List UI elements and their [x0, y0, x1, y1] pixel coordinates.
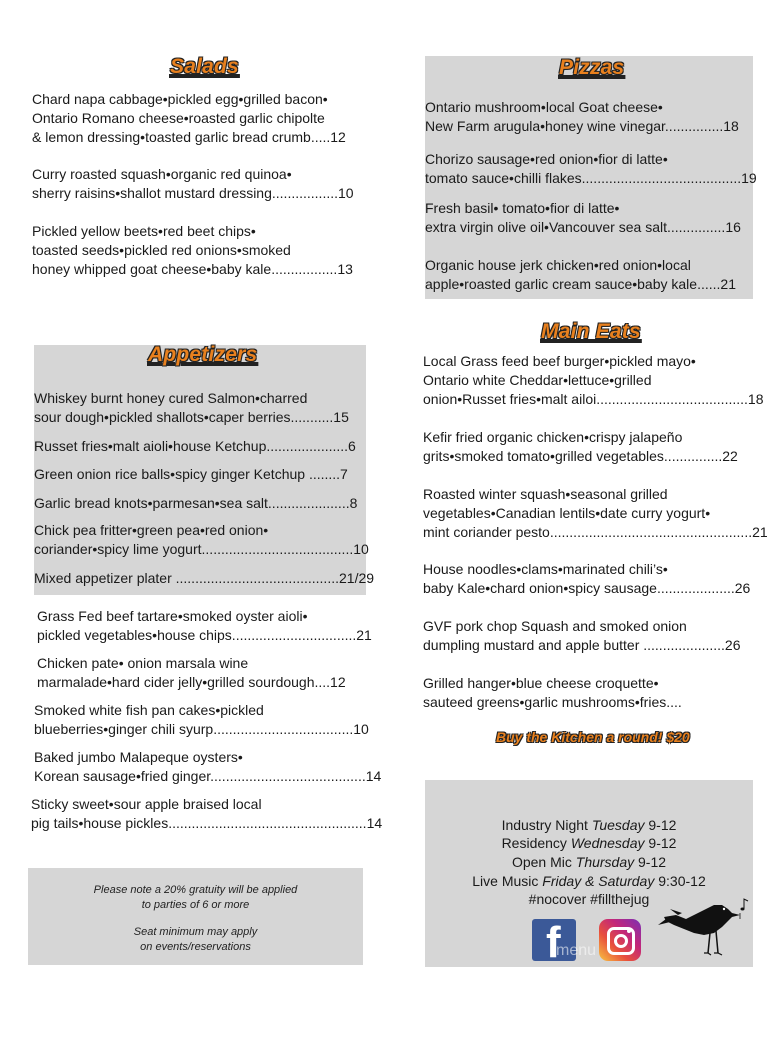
item-line: Local Grass feed beef burger•pickled mayo•	[423, 353, 696, 369]
instagram-dot	[627, 929, 631, 933]
item-line: tomato sauce•chilli flakes.........................................19	[425, 170, 757, 186]
appetizer-item	[34, 748, 381, 786]
item-line: & lemon dressing•toasted garlic bread crumb.....12	[32, 129, 346, 145]
item-line: mint coriander pesto....................................................21	[423, 524, 768, 540]
hashtags: #nocover #fillthejug	[528, 891, 650, 907]
buy-kitchen-round: Buy the Kitchen a round! $20	[496, 729, 690, 745]
event-day: Wednesday	[570, 835, 645, 851]
event-line	[425, 872, 753, 891]
item-line: coriander•spicy lime yogurt.......................................10	[34, 541, 369, 557]
item-line: Ontario mushroom•local Goat cheese•	[425, 99, 663, 115]
main-item	[423, 485, 768, 542]
event-time: 9-12	[638, 854, 667, 870]
note-line: Seat minimum may apply	[133, 926, 258, 938]
pizza-item	[425, 256, 736, 294]
item-line: onion•Russet fries•malt ailoi.......................................18	[423, 391, 764, 407]
appetizer-item	[31, 795, 382, 833]
item-line: honey whipped goat cheese•baby kale.................13	[32, 261, 353, 277]
item-line: Roasted winter squash•seasonal grilled	[423, 486, 668, 502]
item-line: Whiskey burnt honey cured Salmon•charred	[34, 390, 308, 406]
item-line: Ontario Romano cheese•roasted garlic chipolte	[32, 110, 325, 126]
item-line: sauteed greens•garlic mushrooms•fries....	[423, 694, 682, 710]
item-line: blueberries•ginger chili syurp....................................10	[34, 721, 369, 737]
note-line: Please note a 20% gratuity will be applied	[93, 884, 298, 896]
appetizer-item	[34, 494, 357, 513]
pizza-item	[425, 150, 757, 188]
salads-heading: Salads	[170, 55, 239, 78]
appetizer-item	[34, 389, 349, 427]
salad-item	[32, 90, 346, 147]
item-line: grits•smoked tomato•grilled vegetables...............22	[423, 448, 738, 464]
appetizer-item	[34, 437, 356, 456]
main-item	[423, 352, 763, 409]
main-item	[423, 428, 738, 466]
event-day: Friday & Saturday	[542, 873, 655, 889]
item-line: dumpling mustard and apple butter .....................26	[423, 637, 741, 653]
item-line: Garlic bread knots•parmesan•sea salt.....................8	[34, 495, 358, 511]
item-line: Curry roasted squash•organic red quinoa•	[32, 166, 292, 182]
main-eats-heading: Main Eats	[541, 320, 641, 343]
item-line: Baked jumbo Malapeque oysters•	[34, 749, 243, 765]
gratuity-note	[28, 883, 363, 913]
event-name: Live Music	[472, 873, 539, 889]
salad-item	[32, 165, 354, 203]
item-line: House noodles•clams•marinated chili’s•	[423, 561, 668, 577]
item-line: Chorizo sausage•red onion•fior di latte•	[425, 151, 668, 167]
item-line: sour dough•pickled shallots•caper berries...........15	[34, 409, 349, 425]
appetizer-item	[34, 569, 374, 588]
event-day: Tuesday	[591, 817, 645, 833]
menu-watermark: menu	[556, 942, 597, 959]
appetizer-item	[34, 521, 369, 559]
note-line: on events/reservations	[140, 941, 251, 953]
item-line: marmalade•hard cider jelly•grilled sourdough....12	[37, 674, 346, 690]
appetizer-item	[37, 607, 372, 645]
item-line: Green onion rice balls•spicy ginger Ketchup ........7	[34, 466, 348, 482]
item-line: New Farm arugula•honey wine vinegar...............18	[425, 118, 739, 134]
event-day: Thursday	[575, 854, 635, 870]
item-line: Organic house jerk chicken•red onion•local	[425, 257, 691, 273]
item-line: pickled vegetables•house chips................................21	[37, 627, 372, 643]
appetizer-item	[37, 654, 346, 692]
event-time: 9:30-12	[658, 873, 706, 889]
item-line: GVF pork chop Squash and smoked onion	[423, 618, 687, 634]
item-line: Chicken pate• onion marsala wine	[37, 655, 249, 671]
item-line: Kefir fried organic chicken•crispy jalapeño	[423, 429, 683, 445]
appetizer-item	[34, 701, 369, 739]
item-line: Russet fries•malt aioli•house Ketchup.....................6	[34, 438, 356, 454]
appetizer-item	[34, 465, 348, 484]
item-line: baby Kale•chard onion•spicy sausage....................26	[423, 580, 751, 596]
item-line: Smoked white fish pan cakes•pickled	[34, 702, 264, 718]
event-line	[425, 834, 753, 853]
event-name: Residency	[501, 835, 567, 851]
item-line: apple•roasted garlic cream sauce•baby kale......21	[425, 276, 736, 292]
item-line: sherry raisins•shallot mustard dressing.................10	[32, 185, 354, 201]
minimum-note	[28, 925, 363, 955]
pizza-item	[425, 98, 739, 136]
item-line: Chard napa cabbage•pickled egg•grilled bacon•	[32, 91, 328, 107]
main-item	[423, 674, 682, 712]
item-line: Fresh basil• tomato•fior di latte•	[425, 200, 620, 216]
event-name: Industry Night	[501, 817, 588, 833]
item-line: Chick pea fritter•green pea•red onion•	[34, 522, 269, 538]
item-line: Grass Fed beef tartare•smoked oyster aioli•	[37, 608, 308, 624]
facebook-glyph: f	[546, 919, 561, 961]
instagram-icon[interactable]	[599, 919, 641, 961]
item-line: Sticky sweet•sour apple braised local	[31, 796, 262, 812]
item-line: Pickled yellow beets•red beet chips•	[32, 223, 256, 239]
pizza-item	[425, 199, 741, 237]
event-time: 9-12	[648, 835, 677, 851]
item-line: Mixed appetizer plater ..........................................21/29	[34, 570, 375, 586]
event-line	[425, 853, 753, 872]
pizzas-heading: Pizzas	[559, 56, 625, 79]
main-item	[423, 617, 741, 655]
item-line: pig tails•house pickles...................................................14	[31, 815, 383, 831]
appetizers-heading: Appetizers	[148, 343, 258, 366]
item-line: extra virgin olive oil•Vancouver sea salt...............16	[425, 219, 741, 235]
item-line: Ontario white Cheddar•lettuce•grilled	[423, 372, 652, 388]
event-time: 9-12	[648, 817, 677, 833]
item-line: Korean sausage•fried ginger........................................14	[34, 768, 382, 784]
salad-item	[32, 222, 353, 279]
event-line	[425, 816, 753, 835]
main-item	[423, 560, 750, 598]
item-line: toasted seeds•pickled red onions•smoked	[32, 242, 291, 258]
crow-logo-icon	[656, 895, 752, 965]
item-line: Grilled hanger•blue cheese croquette•	[423, 675, 659, 691]
item-line: vegetables•Canadian lentils•date curry yogurt•	[423, 505, 711, 521]
note-line: to parties of 6 or more	[141, 899, 250, 911]
event-name: Open Mic	[511, 854, 572, 870]
instagram-lens	[614, 934, 628, 948]
